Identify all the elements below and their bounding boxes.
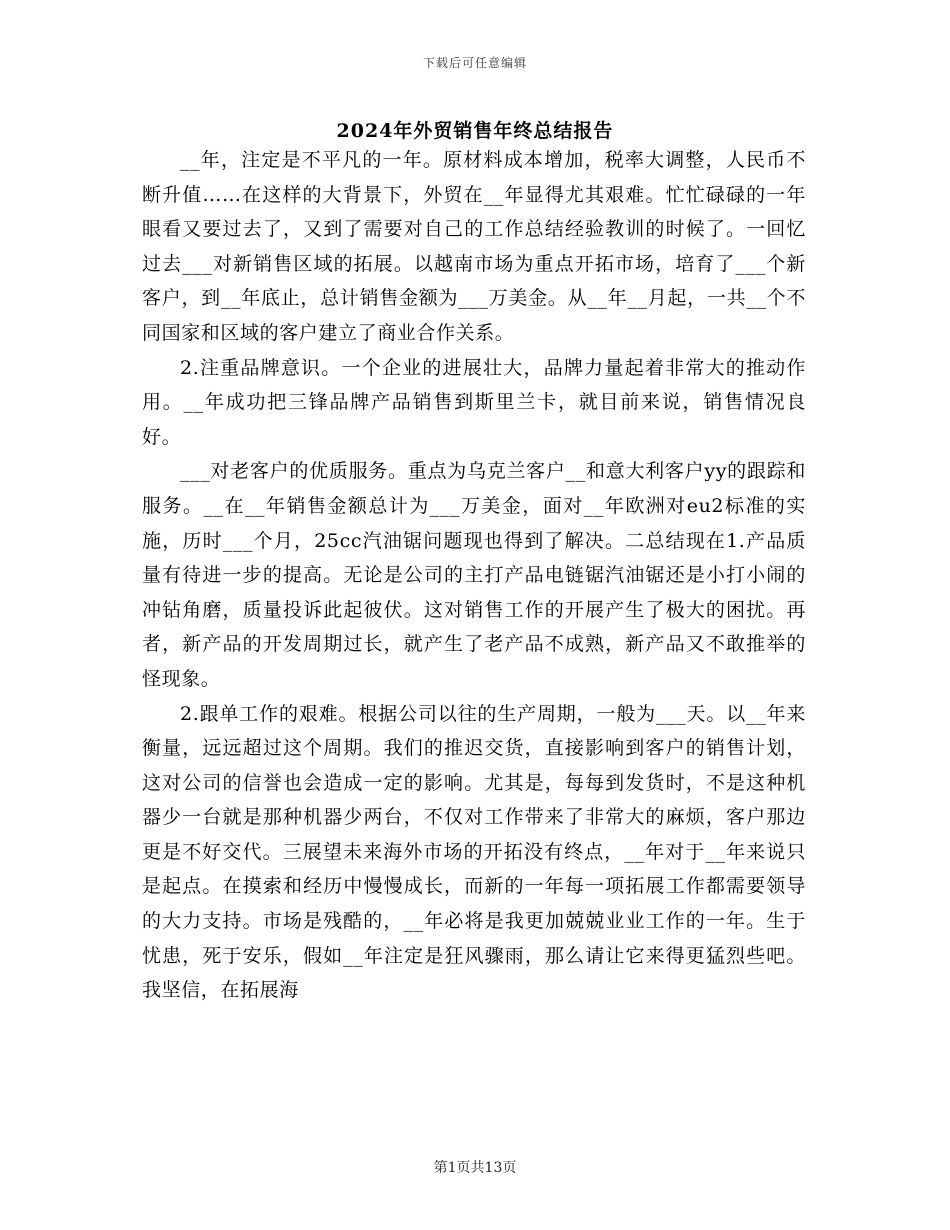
document-title: 2024年外贸销售年终总结报告 [336, 120, 614, 142]
paragraph-4: 2.跟单工作的艰难。根据公司以往的生产周期，一般为___天。以__年来衡量，远远超过这个周期。我们的推迟交货，直接影响到客户的销售计划，这对公司的信誉也会造成一定的影响。尤其是，每每到发货时，不是这种机器少一台就是那种机器少两台，不仅对工作带来了非常大的麻烦，客户那边更是不好交代。三展望未来海外市场的开拓没有终点，__年对于__年来说只是起点。在摸索和经历中慢慢成长，而新的一年每一项拓展工作都需要领导的大力支持。市场是残酷的，__年必将是我更加兢兢业业工作的一年。生于忧患，死于安乐，假如__年注定是狂风骤雨，那么请让它来得更猛烈些吧。我坚信，在拓展海 [142, 702, 806, 1002]
page-header-note: 下载后可任意编辑 [422, 56, 527, 70]
document-body [142, 143, 806, 1008]
paragraph-3: ___对老客户的优质服务。重点为乌克兰客户__和意大利客户yy的跟踪和服务。__在__年销售金额总计为___万美金，面对__年欧洲对eu2标准的实施，历时___个月，25cc汽油锯问题现也得到了解决。二总结现在1.产品质量有待进一步的提高。无论是公司的主打产品电链锯汽油锯还是小打小闹的冲钻角磨，质量投诉此起彼伏。这对销售工作的开展产生了极大的困扰。再者，新产品的开发周期过长，就产生了老产品不成熟，新产品又不敢推举的怪现象。 [142, 460, 806, 690]
paragraph-2: 2.注重品牌意识。一个企业的进展壮大，品牌力量起着非常大的推动作用。__年成功把三锋品牌产品销售到斯里兰卡，就目前来说，销售情况良好。 [142, 356, 806, 448]
page-number: 第1页共13页 [433, 1160, 517, 1176]
paragraph-1: __年，注定是不平凡的一年。原材料成本增加，税率大调整，人民币不断升值……在这样的大背景下，外贸在__年显得尤其艰难。忙忙碌碌的一年眼看又要过去了，又到了需要对自己的工作总结经验教训的时候了。一回忆过去___对新销售区域的拓展。以越南市场为重点开拓市场，培育了___个新客户，到__年底止，总计销售金额为___万美金。从__年__月起，一共__个不同国家和区域的客户建立了商业合作关系。 [142, 149, 806, 344]
